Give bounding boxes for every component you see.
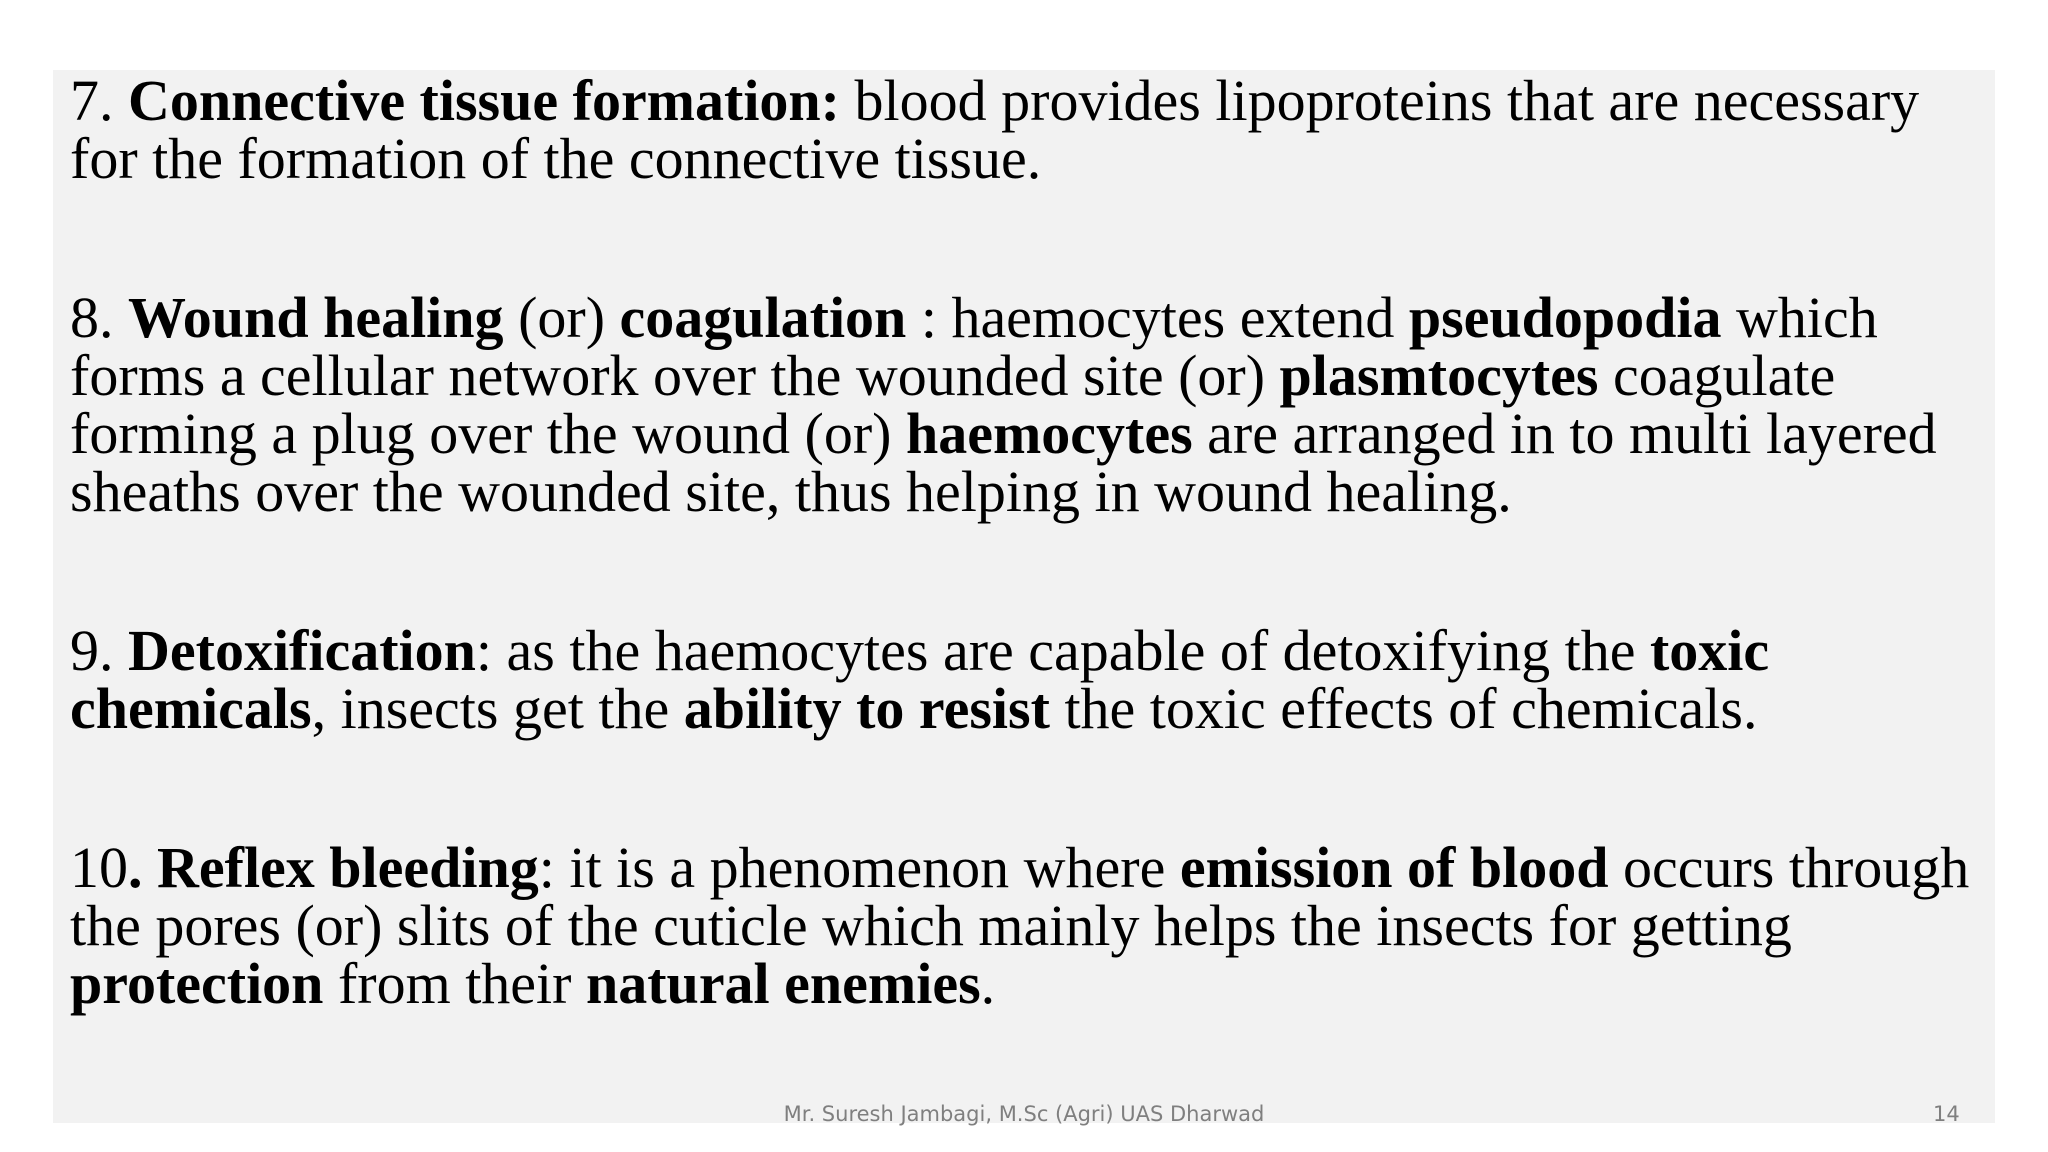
point-term: haemocytes [905,401,1193,466]
point-term: Connective tissue formation: [128,68,841,133]
point-text: : haemocytes extend [906,285,1409,350]
point-term: ability to resist [683,676,1050,741]
point-text: (or) [503,285,620,350]
point-number: 8. [70,285,128,350]
point-detoxification [70,618,1990,741]
point-number: 7. [70,68,128,133]
point-text: coagulate forming a plug over the wound (or) [70,343,1836,466]
point-number: 10 [70,835,128,900]
point-text: : as the haemocytes are capable of detoxifying the [475,618,1650,683]
point-text: blood provides lipoproteins that are necessary for the formation of the connective tissue. [70,68,1920,191]
slide-content [70,68,1990,1016]
point-text: , insects get the [311,676,684,741]
point-term: Detoxification [128,618,476,683]
point-term: plasmtocytes [1279,343,1599,408]
point-text: occurs through the pores (or) slits of the cuticle which mainly helps the insects for getting [70,835,1970,958]
point-term: natural enemies [585,951,981,1016]
point-text: : it is a phenomenon where [538,835,1180,900]
point-text: from their [323,951,586,1016]
point-term: Wound healing [128,285,504,350]
point-text: the toxic effects of chemicals. [1049,676,1758,741]
point-connective-tissue-formation [70,68,1990,191]
slide [53,68,1995,1126]
footer-author: Mr. Suresh Jambagi, M.Sc (Agri) UAS Dharwad [783,1102,1265,1126]
point-term: toxic chemicals [70,618,1770,741]
point-text: which forms a cellular network over the wounded site (or) [70,285,1878,408]
page-number: 14 [1933,1102,1960,1126]
point-term: protection [70,951,324,1016]
point-wound-healing [70,285,1990,524]
point-term: pseudopodia [1408,285,1722,350]
point-term: coagulation [619,285,907,350]
point-term: emission of blood [1179,835,1609,900]
point-number: 9. [70,618,128,683]
point-term: . Reflex bleeding [128,835,539,900]
point-text: are arranged in to multi layered sheaths over the wounded site, thus helping in wound healing. [70,401,1937,524]
point-reflex-bleeding [70,835,1990,1016]
point-text: . [980,951,996,1016]
